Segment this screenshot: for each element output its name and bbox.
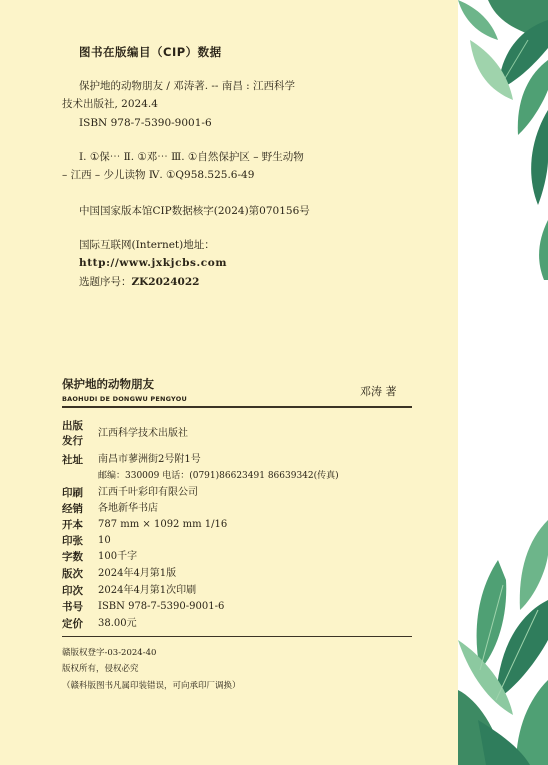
leaf-decoration: [458, 0, 548, 765]
printing-label: 印次: [62, 585, 83, 597]
publish-label-2: 发行: [62, 435, 83, 447]
cip-classification-2: – 江西 – 少儿读物 Ⅳ. ①Q958.525.6-49: [62, 169, 255, 181]
copyright-registration: 赣版权登字-03-2024-40: [62, 648, 157, 658]
leaf-illustration: [458, 0, 548, 765]
details-rule: [62, 636, 412, 637]
cip-title: 图书在版编目（CIP）数据: [79, 45, 222, 59]
cip-line-2: 技术出版社, 2024.4: [62, 98, 158, 110]
printing-value: 2024年4月第1次印刷: [98, 585, 197, 596]
distributor-label: 经销: [62, 503, 83, 515]
cip-library-number: 中国国家版本馆CIP数据核字(2024)第070156号: [79, 205, 310, 217]
cip-line-1: 保护地的动物朋友 / 邓涛著. -- 南昌 : 江西科学: [79, 80, 296, 92]
sheets-value: 10: [98, 535, 111, 546]
misprint-notice: （赣科版图书凡属印装错误，可向承印厂调换）: [62, 681, 241, 691]
edition-value: 2024年4月第1版: [98, 568, 177, 579]
contact-value: 邮编：330009 电话：(0791)86623491 86639342(传真): [98, 471, 339, 481]
isbn-label: 书号: [62, 601, 83, 613]
publish-label-1: 出版: [62, 420, 83, 432]
topic-number-label: 选题序号：: [79, 276, 132, 288]
website-url[interactable]: http://www.jxkjcbs.com: [79, 257, 228, 269]
book-title: 保护地的动物朋友: [62, 377, 154, 391]
words-value: 100千字: [98, 551, 138, 562]
edition-label: 版次: [62, 568, 83, 580]
internet-address-label: 国际互联网(Internet)地址：: [79, 239, 215, 251]
price-label: 定价: [62, 618, 83, 630]
address-label: 社址: [62, 454, 83, 466]
publisher-value: 江西科学技术出版社: [98, 428, 188, 439]
book-author: 邓涛 著: [360, 385, 397, 398]
cip-classification-1: Ⅰ. ①保⋯ Ⅱ. ①邓⋯ Ⅲ. ①自然保护区 – 野生动物: [79, 151, 304, 163]
cip-isbn: ISBN 978-7-5390-9001-6: [79, 117, 212, 129]
sheets-label: 印张: [62, 535, 83, 547]
address-value: 南昌市蓼洲街2号附1号: [98, 454, 201, 465]
isbn-value: ISBN 978-7-5390-9001-6: [98, 601, 225, 612]
rights-notice: 版权所有，侵权必究: [62, 664, 139, 674]
topic-number-value: ZK2024022: [131, 276, 200, 288]
book-title-pinyin: BAOHUDI DE DONGWU PENGYOU: [62, 395, 187, 403]
printer-label: 印刷: [62, 487, 83, 499]
format-label: 开本: [62, 519, 83, 531]
printer-value: 江西千叶彩印有限公司: [98, 487, 198, 498]
title-rule: [62, 406, 412, 408]
distributor-value: 各地新华书店: [98, 503, 158, 514]
words-label: 字数: [62, 551, 83, 563]
topic-number-line: [79, 276, 199, 288]
format-value: 787 mm × 1092 mm 1/16: [98, 519, 228, 530]
price-value: 38.00元: [98, 618, 137, 629]
